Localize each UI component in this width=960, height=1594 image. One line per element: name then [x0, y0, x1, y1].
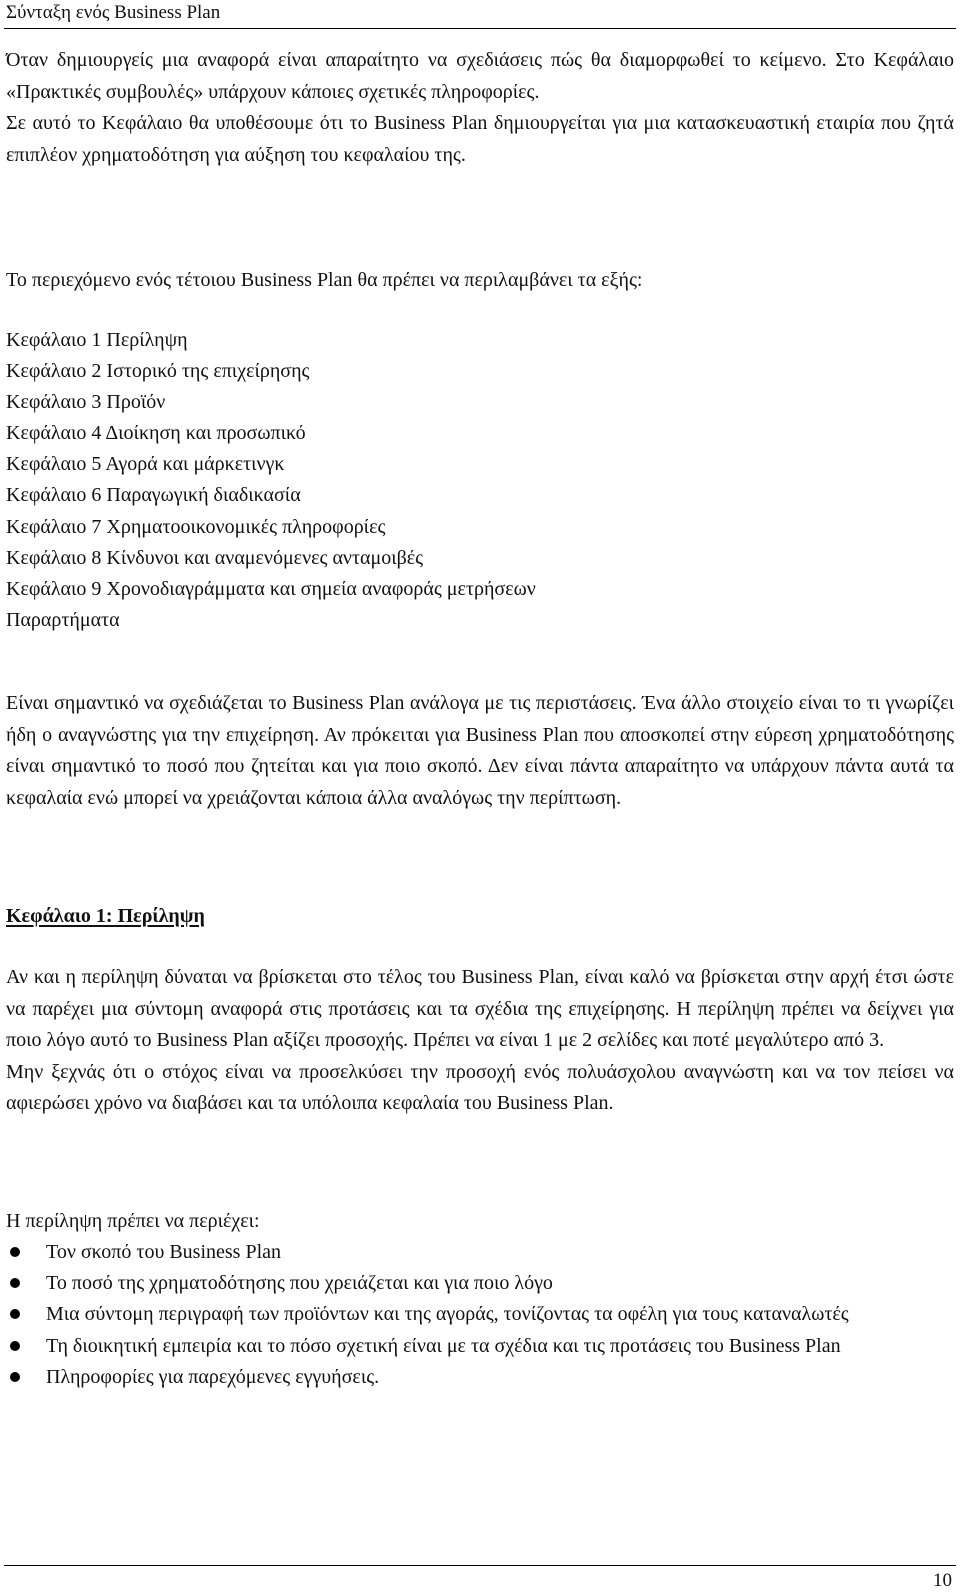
chapter-1-heading: Κεφάλαιο 1: Περίληψη	[6, 905, 205, 927]
summary-bullet-list	[6, 1237, 954, 1393]
contents-item: Κεφάλαιο 9 Χρονοδιαγράμματα και σημεία αναφοράς μετρήσεων	[6, 577, 536, 600]
contents-item: Κεφάλαιο 6 Παραγωγική διαδικασία	[6, 484, 301, 507]
header-divider	[4, 28, 956, 29]
list-item	[6, 1299, 954, 1330]
contents-item: Κεφάλαιο 8 Κίνδυνοι και αναμενόμενες ανταμοιβές	[6, 546, 424, 569]
chapter-1-paragraph-2: Μην ξεχνάς ότι ο στόχος είναι να προσελκύσει την προσοχή ενός πολυάσχολου αναγνώστη και να τον πείσει να αφιερώσει χρόνο να διαβάσει και τα υπόλοιπα κεφαλαία του Business Plan.	[6, 1060, 954, 1114]
list-item	[6, 1331, 954, 1362]
intro-paragraph-2: Σε αυτό το Κεφάλαιο θα υποθέσουμε ότι το Business Plan δημιουργείται για μια κατασκευαστική εταιρία που ζητά επιπλέον χρηματοδότηση για αύξηση του κεφαλαίου της.	[6, 112, 954, 166]
list-item-text: Το ποσό της χρηματοδότησης που χρειάζεται και για ποιο λόγο	[46, 1272, 553, 1295]
contents-item: Κεφάλαιο 2 Ιστορικό της επιχείρησης	[6, 360, 310, 383]
bullet-icon	[10, 1247, 20, 1257]
chapter-1-paragraph-1: Αν και η περίληψη δύναται να βρίσκεται στο τέλος του Business Plan, είναι καλό να βρίσκεται στην αρχή έτσι ώστε να παρέχει μια σύντομη αναφορά στις προτάσεις και τα σχέδια της επιχείρησης. Η περίληψη πρέπει να δείχνει για ποιο λόγο αυτό το Business Plan αξίζει προσοχής. Πρέπει να είναι 1 με 2 σελίδες και ποτέ μεγαλύτερο από 3.	[6, 966, 954, 1051]
bullet-icon	[10, 1341, 20, 1351]
contents-item: Κεφάλαιο 1 Περίληψη	[6, 329, 188, 351]
intro-paragraph-1: Όταν δημιουργείς μια αναφορά είναι απαραίτητο να σχεδιάσεις πώς θα διαμορφωθεί το κείμενο. Στο Κεφάλαιο «Πρακτικές συμβουλές» υπάρχουν κάποιες σχετικές πληροφορίες.	[6, 49, 954, 103]
bullet-icon	[10, 1309, 20, 1319]
chapter-1-body	[6, 962, 954, 1120]
page-number: 10	[933, 1570, 952, 1591]
contents-item: Κεφάλαιο 3 Προϊόν	[6, 391, 166, 414]
contents-lead-section	[6, 265, 954, 297]
list-item-text: Τον σκοπό του Business Plan	[46, 1241, 282, 1263]
contents-item: Κεφάλαιο 7 Χρηματοοικονομικές πληροφορίες	[6, 515, 386, 538]
planning-section	[6, 688, 954, 814]
contents-item: Κεφάλαιο 5 Αγορά και μάρκετινγκ	[6, 453, 285, 476]
contents-lead: Το περιεχόμενο ενός τέτοιου Business Plan θα πρέπει να περιλαμβάνει τα εξής:	[6, 269, 643, 291]
intro-section	[6, 45, 954, 171]
contents-item: Παραρτήματα	[6, 608, 120, 631]
running-header-title: Σύνταξη ενός Business Plan	[6, 2, 221, 23]
list-item-text: Πληροφορίες για παρεχόμενες εγγυήσεις.	[46, 1365, 380, 1388]
list-item	[6, 1362, 954, 1393]
list-item	[6, 1268, 954, 1299]
bullet-icon	[10, 1372, 20, 1382]
list-item-text: Μια σύντομη περιγραφή των προϊόντων και της αγοράς, τονίζοντας τα οφέλη για τους καταναλωτές	[46, 1303, 849, 1326]
list-item	[6, 1237, 954, 1268]
contents-item: Κεφάλαιο 4 Διοίκηση και προσωπικό	[6, 422, 306, 445]
list-item-text: Τη διοικητική εμπειρία και το πόσο σχετική είναι με τα σχέδια και τις προτάσεις του Business Plan	[46, 1334, 841, 1357]
planning-paragraph: Είναι σημαντικό να σχεδιάζεται το Business Plan ανάλογα με τις περιστάσεις. Ένα άλλο στοιχείο είναι το τι γνωρίζει ήδη ο αναγνώστης για την επιχείρηση. Αν πρόκειται για Business Plan που αποσκοπεί στην εύρεση χρηματοδότησης είναι σημαντικό το ποσό που ζητείται και για ποιο σκοπό. Δεν είναι πάντα απαραίτητο να υπάρχουν πάντα αυτά τα κεφαλαία ενώ μπορεί να χρειάζονται κάποια άλλα αναλόγως την περίπτωση.	[6, 692, 954, 809]
summary-lead-section	[6, 1206, 954, 1238]
summary-lead: Η περίληψη πρέπει να περιέχει:	[6, 1210, 260, 1232]
bullet-icon	[10, 1278, 20, 1288]
footer-divider	[4, 1565, 956, 1566]
contents-list	[6, 325, 954, 636]
